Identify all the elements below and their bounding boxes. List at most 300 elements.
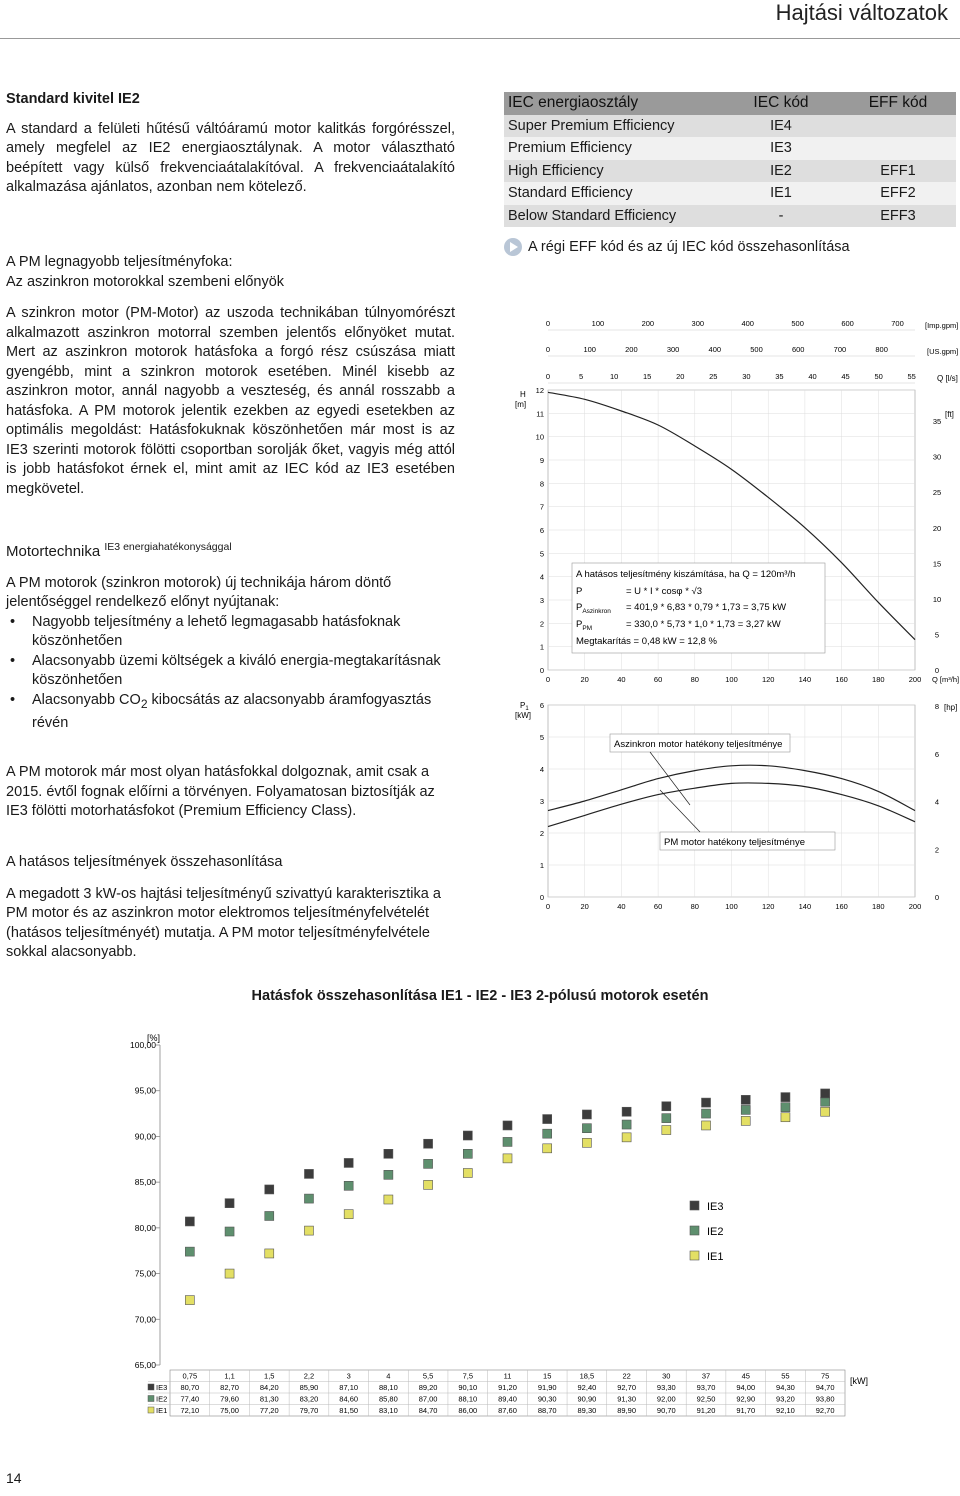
marker-ie1 (582, 1138, 591, 1147)
category-label: 5,5 (422, 1371, 434, 1381)
comparison-text: A megadott 3 kW-os hajtási teljesítményű szivattyú karakterisztika a PM motor és az aszinkron motor elektromos teljesítményfelvételét (hatásos teljesítményét) mutatja. A PM motor teljesítményfelvétele sokkal alacsonyabb. (6, 885, 441, 960)
calc-line-3: = 330,0 * 5,73 * 1,0 * 1,73 = 3,27 kW (626, 619, 781, 630)
standard-section (6, 90, 455, 198)
q-tick-label-top: 80 (690, 675, 699, 684)
ls-tick-label: 5 (578, 372, 584, 381)
marker-ie1 (304, 1226, 313, 1235)
marker-ie3 (781, 1093, 790, 1102)
ls-tick-label: 50 (874, 372, 883, 381)
list-item: • Alacsonyabb üzemi költségek a kiváló energia-megtakarításnak köszönhetően (6, 652, 455, 691)
q-tick-label-top: 120 (761, 675, 775, 684)
table-header-row (504, 92, 956, 115)
q-tick-label-bottom: 160 (835, 902, 848, 911)
h-tick-label: 0 (539, 666, 544, 675)
table-cell: Below Standard Efficiency (504, 205, 722, 228)
us-tick-label: 500 (750, 345, 763, 354)
ls-tick-label: 15 (643, 372, 652, 381)
standard-heading: Standard kivitel IE2 (6, 91, 140, 107)
motortechnika-sup: IE3 energiahatékonysággal (104, 541, 232, 553)
data-label: 91,90 (537, 1383, 557, 1392)
marker-ie2 (344, 1181, 353, 1190)
ft-tick-label: 35 (932, 417, 942, 427)
data-label: 83,10 (378, 1406, 398, 1415)
motortechnika-section (6, 538, 455, 733)
ft-tick-label: 15 (932, 559, 942, 569)
marker-ie3 (344, 1158, 353, 1167)
data-label: 90,10 (458, 1383, 478, 1392)
h-tick-label: 7 (539, 502, 544, 512)
category-label: 3 (346, 1371, 351, 1381)
h-tick-label: 2 (539, 619, 544, 629)
data-label: 81,50 (339, 1406, 359, 1415)
q-tick-label-bottom: 140 (798, 902, 812, 911)
header-divider (0, 38, 960, 39)
table-header-cell: EFF kód (840, 92, 956, 115)
data-label: 82,70 (220, 1383, 239, 1392)
us-tick-label: 400 (708, 345, 722, 354)
us-tick-label: 100 (583, 345, 596, 354)
table-series-label: IE3 (156, 1383, 168, 1392)
q-tick-label-top: 140 (798, 675, 812, 684)
ft-tick-label: 0 (934, 666, 940, 675)
efficiency-marks (185, 1089, 829, 1305)
data-label: 93,20 (776, 1394, 795, 1404)
us-axis-unit: [US.gpm] (927, 347, 959, 356)
data-label: 93,30 (656, 1383, 676, 1392)
category-label: 18,5 (579, 1371, 595, 1381)
standard-text: A standard a felületi hűtésű váltóáramú motor kalitkás forgórésszel, amely megfelel az IE2 energiaosztálynak. A motor választható beépített vagy külső frekvenciaátalakítóval. A frekvenciaátalakító alkalmazása ajánlatos, azonban nem kötelező. (6, 120, 455, 195)
ls-tick-label: 20 (676, 372, 685, 381)
ls-tick-label: 25 (709, 372, 718, 381)
play-arrow-icon (504, 238, 522, 256)
data-label: 93,70 (696, 1383, 716, 1392)
marker-ie3 (304, 1169, 313, 1178)
marker-ie2 (662, 1114, 671, 1123)
y-tick-label: 75,00 (134, 1268, 156, 1279)
ls-axis-unit: Q [l/s] (937, 374, 958, 383)
p-tick-label: 0 (539, 893, 544, 902)
data-label: 88,10 (378, 1383, 398, 1392)
table-row (504, 205, 956, 228)
q-tick-label-top: 20 (580, 675, 589, 684)
us-tick-label: 800 (875, 345, 888, 354)
calc-line-3-label: $P_{PM}$ (576, 619, 593, 632)
data-label: 72,10 (180, 1406, 200, 1415)
ft-tick-label: 5 (934, 630, 940, 640)
marker-ie2 (225, 1227, 234, 1236)
marker-ie1 (741, 1116, 750, 1125)
p-axis-label: $P_1$ (520, 701, 529, 712)
hp-tick-label: 4 (934, 797, 940, 807)
imp-tick-label: 100 (591, 319, 605, 328)
data-label: 89,30 (577, 1406, 597, 1415)
q-tick-label-bottom: 180 (872, 902, 885, 911)
imp-tick-label: 200 (641, 319, 655, 328)
hp-tick-label: 0 (934, 893, 940, 902)
calculation-box (572, 563, 825, 653)
q-tick-label-top: 160 (835, 675, 848, 684)
efficiency-chart-title: Hatásfok összehasonlítása IE1 - IE2 - IE3 2-pólusú motorok esetén (251, 988, 709, 1004)
pm-2015-text: A PM motorok már most olyan hatásfokkal dolgoznak, amit csak a 2015. évtől fognak előírni a törvényen. Folyamatosan biztosítják az IE3 fölötti motorhatásfokot (Premium Efficiency Class). (6, 764, 435, 819)
table-row (504, 137, 956, 160)
caption-text: A régi EFF kód és az új IEC kód összehasonlítása (528, 238, 850, 255)
pm-2015-section (6, 763, 455, 822)
pump-characteristic-chart (500, 300, 960, 940)
data-label: 81,30 (259, 1394, 279, 1404)
ft-tick-label: 10 (932, 594, 942, 604)
marker-ie3 (662, 1102, 671, 1111)
marker-ie1 (622, 1133, 631, 1142)
p-tick-label: 2 (539, 829, 544, 838)
ls-tick-label: 35 (775, 372, 784, 381)
category-label: 1,5 (264, 1371, 275, 1381)
data-label: 91,70 (736, 1406, 756, 1415)
h-tick-label: 12 (535, 386, 544, 395)
data-label: 83,20 (299, 1394, 319, 1404)
category-label: 22 (622, 1371, 631, 1381)
data-label: 93,80 (815, 1394, 835, 1404)
list-item: • Nagyobb teljesítmény a lehető legmagasabb hatásfoknak köszönhetően (6, 613, 455, 652)
calc-line-2-label: $P_{Aszinkron}$ (576, 602, 611, 615)
category-label: 0,75 (182, 1371, 198, 1381)
q-tick-label-bottom: 200 (908, 902, 922, 911)
marker-ie2 (185, 1247, 194, 1256)
h-axis-unit: [m] (515, 400, 527, 409)
x-axis-unit: [kW] (850, 1376, 868, 1386)
h-tick-label: 11 (536, 409, 544, 419)
marker-ie1 (781, 1113, 790, 1122)
pm-section (6, 253, 455, 499)
table-swatch-ie3 (148, 1384, 154, 1390)
p-tick-label: 1 (539, 861, 544, 870)
table-cell: IE4 (722, 115, 840, 138)
p-tick-label: 3 (539, 797, 544, 806)
q-tick-label-bottom: 60 (653, 902, 663, 911)
data-label: 77,40 (180, 1394, 200, 1404)
category-label: 55 (781, 1371, 790, 1381)
marker-ie2 (424, 1159, 433, 1168)
table-cell: EFF1 (840, 160, 956, 183)
ls-tick-label: 45 (841, 372, 850, 381)
marker-ie2 (543, 1129, 552, 1138)
table-cell: IE2 (722, 160, 840, 183)
p-axis-unit: [kW] (515, 711, 531, 720)
marker-ie3 (384, 1149, 393, 1158)
marker-ie2 (265, 1211, 274, 1220)
data-label: 92,10 (776, 1406, 795, 1415)
marker-ie3 (741, 1095, 750, 1104)
q-tick-label-top: 40 (617, 675, 626, 684)
table-row (504, 115, 956, 138)
marker-ie1 (463, 1169, 472, 1178)
asyn-curve-label-text: Aszinkron motor hatékony teljesítménye (614, 739, 783, 750)
marker-ie1 (662, 1126, 671, 1135)
data-label: 91,20 (696, 1406, 716, 1415)
y-tick-label: 100,00 (130, 1040, 156, 1050)
ft-axis-unit: [ft] (945, 410, 954, 419)
data-label: 79,70 (299, 1406, 319, 1415)
category-label: 37 (701, 1371, 711, 1381)
us-tick-label: 0 (545, 345, 551, 354)
category-label: 1,1 (224, 1371, 235, 1381)
q-tick-label-bottom: 100 (725, 902, 738, 911)
q-tick-label-top: 180 (872, 675, 885, 684)
marker-ie1 (503, 1154, 512, 1163)
data-label: 90,70 (656, 1406, 676, 1415)
motortechnika-title: Motortechnika (6, 543, 101, 560)
legend-label-ie3: IE3 (707, 1201, 724, 1213)
marker-ie1 (821, 1107, 830, 1116)
p-tick-label: 6 (539, 701, 544, 710)
y-tick-label: 90,00 (134, 1131, 156, 1142)
data-label: 89,40 (498, 1394, 517, 1404)
marker-ie3 (821, 1089, 830, 1098)
calc-line-1-label: P (576, 586, 583, 597)
marker-ie2 (622, 1120, 631, 1129)
h-tick-label: 9 (539, 456, 544, 465)
q-axis-unit-top: Q [m³/h] (932, 675, 960, 684)
imp-tick-label: 600 (841, 319, 854, 328)
table-cell: EFF2 (840, 182, 956, 205)
data-label: 91,20 (498, 1383, 517, 1392)
table-series-label: IE2 (156, 1394, 168, 1404)
category-label: 45 (741, 1371, 750, 1381)
pm-heading-1: A PM legnagyobb teljesítményfoka: (6, 254, 233, 270)
efficiency-plot (130, 1040, 160, 1370)
marker-ie3 (185, 1217, 194, 1226)
data-label: 88,10 (458, 1394, 478, 1404)
marker-ie1 (424, 1180, 433, 1189)
data-label: 84,20 (259, 1383, 279, 1392)
h-tick-label: 1 (539, 642, 544, 652)
data-label: 86,00 (458, 1406, 478, 1415)
q-tick-label-bottom: 40 (617, 902, 626, 911)
table-cell: Standard Efficiency (504, 182, 722, 205)
marker-ie2 (741, 1105, 750, 1114)
data-label: 94,30 (776, 1383, 795, 1392)
ft-tick-label: 20 (932, 523, 942, 533)
ls-tick-label: 55 (907, 372, 916, 381)
data-label: 89,20 (418, 1383, 438, 1392)
data-label: 88,70 (537, 1406, 557, 1415)
table-cell: IE1 (722, 182, 840, 205)
marker-ie3 (622, 1107, 631, 1116)
data-label: 87,60 (498, 1406, 517, 1415)
imp-tick-label: 700 (891, 319, 904, 328)
table-swatch-ie1 (148, 1407, 154, 1413)
data-label: 90,90 (577, 1394, 597, 1404)
ft-tick-label: 30 (932, 452, 942, 462)
category-label: 11 (503, 1371, 512, 1381)
data-label: 87,00 (418, 1394, 438, 1404)
data-label: 85,80 (378, 1394, 398, 1404)
marker-ie1 (185, 1296, 194, 1305)
comparison-heading: A hatásos teljesítmények összehasonlítása (6, 854, 283, 870)
table-cell: Super Premium Efficiency (504, 115, 722, 138)
data-label: 80,70 (180, 1383, 200, 1392)
hp-axis-unit: [hp] (944, 703, 958, 712)
table-header-cell: IEC energiaosztály (504, 92, 722, 115)
marker-ie3 (503, 1121, 512, 1130)
q-tick-label-bottom: 20 (580, 902, 589, 911)
efficiency-data-table (148, 1370, 845, 1416)
category-label: 7,5 (462, 1371, 474, 1381)
y-tick-label: 85,00 (134, 1177, 156, 1188)
q-tick-label-top: 0 (545, 675, 551, 684)
marker-ie1 (265, 1249, 274, 1258)
table-row (504, 160, 956, 183)
legend-label-ie1: IE1 (707, 1251, 724, 1263)
legend-label-ie2: IE2 (707, 1226, 724, 1238)
pm-heading-2: Az aszinkron motorokkal szembeni előnyök (6, 273, 285, 290)
page-header-title: Hajtási változatok (775, 0, 948, 25)
table-cell: EFF3 (840, 205, 956, 228)
co2-sub: 2 (140, 696, 148, 711)
q-tick-label-bottom: 120 (761, 902, 775, 911)
calc-line-4: Megtakarítás = 0,48 kW = 12,8 % (576, 636, 717, 647)
h-tick-label: 4 (539, 572, 544, 582)
ft-tick-label: 25 (932, 488, 942, 498)
y-tick-label: 95,00 (134, 1085, 156, 1096)
marker-ie3 (424, 1139, 433, 1148)
table-header-cell: IEC kód (722, 92, 840, 115)
h-axis-label: H (520, 390, 526, 399)
data-label: 84,60 (339, 1394, 359, 1404)
table-cell: High Efficiency (504, 160, 722, 183)
q-tick-label-bottom: 0 (545, 902, 551, 911)
legend-swatch-ie2 (690, 1226, 699, 1235)
hp-tick-label: 6 (934, 749, 940, 759)
us-tick-label: 700 (833, 345, 847, 354)
iec-table (504, 92, 956, 227)
marker-ie3 (265, 1185, 274, 1194)
marker-ie3 (543, 1115, 552, 1124)
data-label: 79,60 (220, 1394, 239, 1404)
marker-ie1 (543, 1144, 552, 1153)
imp-tick-label: 400 (741, 319, 754, 328)
marker-ie2 (463, 1149, 472, 1158)
marker-ie2 (781, 1103, 790, 1112)
data-label: 92,90 (736, 1394, 756, 1404)
h-tick-label: 8 (539, 479, 544, 489)
table-cell (840, 137, 956, 160)
hp-tick-label: 8 (934, 702, 940, 712)
comparison-section (6, 853, 455, 963)
efficiency-scatter-chart (100, 1025, 880, 1425)
data-label: 85,90 (299, 1383, 319, 1392)
marker-ie3 (582, 1110, 591, 1119)
us-tick-label: 200 (625, 345, 638, 354)
marker-ie1 (225, 1269, 234, 1278)
marker-ie1 (344, 1210, 353, 1219)
pm-text: A szinkron motor (PM-Motor) az uszoda technikában túlnyomórészt alkalmazott aszinkron motorral szemben jelentős előnyöket mutat. Mert az aszinkron motorok hatásfoka a forgó rész csúszása miatt gyengébb, mint a szinkron motorok esetében. Minél kisebb az aszinkron motor, annál nagyobb a veszteség, és annál rosszabb a hatásfoka. A PM motorok jelentik ezekben az egyedi esetekben az optimális megoldást: Hatásfokuknak köszönhetően már most is az IE3 szerinti motorok fölötti csoportban sorolják őket, vagyis még attól is jobb hatásfokot érnek el, mint amit az IEC kód az IE3 esetében megkövetel. (6, 305, 455, 497)
us-tick-label: 600 (791, 345, 805, 354)
marker-ie3 (702, 1098, 711, 1107)
data-label: 92,40 (577, 1383, 597, 1392)
table-cell: IE3 (722, 137, 840, 160)
co2-text: Alacsonyabb CO (32, 691, 141, 708)
calc-line-1: = U * I * cosφ * √3 (626, 586, 703, 597)
motortechnika-heading (6, 538, 455, 562)
table-cell: Premium Efficiency (504, 137, 722, 160)
category-label: 15 (543, 1371, 552, 1381)
pm-curve-label (660, 790, 835, 850)
co2-text-rest: kibocsátás az alacsonyabb áramfogyasztás révén (32, 691, 432, 731)
data-label: 87,10 (339, 1383, 359, 1392)
marker-ie2 (582, 1124, 591, 1133)
marker-ie1 (384, 1195, 393, 1204)
table-swatch-ie2 (148, 1396, 154, 1402)
h-tick-label: 5 (539, 549, 544, 559)
marker-ie2 (384, 1170, 393, 1179)
ls-tick-label: 0 (545, 372, 551, 381)
us-tick-label: 300 (666, 345, 680, 354)
marker-ie2 (304, 1194, 313, 1203)
y-tick-label: 70,00 (134, 1314, 156, 1325)
marker-ie3 (463, 1131, 472, 1140)
data-label: 77,20 (259, 1406, 279, 1415)
table-series-label: IE1 (156, 1406, 168, 1415)
q-tick-label-bottom: 80 (690, 902, 699, 911)
p-tick-label: 5 (539, 733, 544, 742)
imp-tick-label: 0 (545, 319, 551, 328)
data-label: 92,00 (656, 1394, 676, 1404)
marker-ie2 (702, 1109, 711, 1118)
imp-axis-unit: [Imp.gpm] (925, 321, 959, 330)
data-label: 92,70 (617, 1383, 637, 1392)
data-label: 91,30 (617, 1394, 637, 1404)
pm-curve-label-text: PM motor hatékony teljesítménye (664, 837, 805, 848)
table-cell: - (722, 205, 840, 228)
imp-tick-label: 300 (691, 319, 705, 328)
category-label: 75 (820, 1371, 830, 1381)
ls-tick-label: 40 (808, 372, 817, 381)
imp-tick-label: 500 (791, 319, 804, 328)
q-tick-label-top: 200 (908, 675, 922, 684)
y-axis-unit: [%] (147, 1033, 161, 1043)
data-label: 94,00 (736, 1383, 756, 1392)
calc-line-2: = 401,9 * 6,83 * 0,79 * 1,73 = 3,75 kW (626, 602, 787, 613)
ls-tick-label: 10 (609, 372, 619, 381)
q-tick-label-top: 100 (725, 675, 738, 684)
q-tick-label-top: 60 (653, 675, 663, 684)
category-label: 4 (386, 1371, 391, 1381)
hp-tick-label: 2 (934, 845, 940, 855)
category-label: 2,2 (303, 1371, 315, 1381)
marker-ie2 (503, 1137, 512, 1146)
advantages-list (6, 613, 455, 734)
legend-swatch-ie1 (690, 1251, 699, 1260)
h-tick-label: 3 (539, 596, 544, 605)
y-tick-label: 65,00 (134, 1360, 156, 1370)
h-tick-label: 10 (535, 432, 544, 442)
data-label: 94,70 (815, 1383, 835, 1392)
page-number: 14 (6, 1470, 22, 1486)
data-label: 89,90 (617, 1406, 637, 1415)
iec-table-caption (504, 238, 850, 256)
table-cell (840, 115, 956, 138)
data-label: 90,30 (537, 1394, 557, 1404)
data-label: 75,00 (220, 1406, 239, 1415)
legend-swatch-ie3 (690, 1201, 699, 1210)
marker-ie1 (702, 1121, 711, 1130)
data-label: 92,70 (815, 1406, 835, 1415)
ls-tick-label: 30 (742, 372, 751, 381)
y-tick-label: 80,00 (134, 1222, 156, 1233)
efficiency-legend (690, 1201, 724, 1263)
marker-ie2 (821, 1097, 830, 1106)
calc-title: A hatásos teljesítmény kiszámítása, ha Q = 120m³/h (576, 569, 796, 580)
